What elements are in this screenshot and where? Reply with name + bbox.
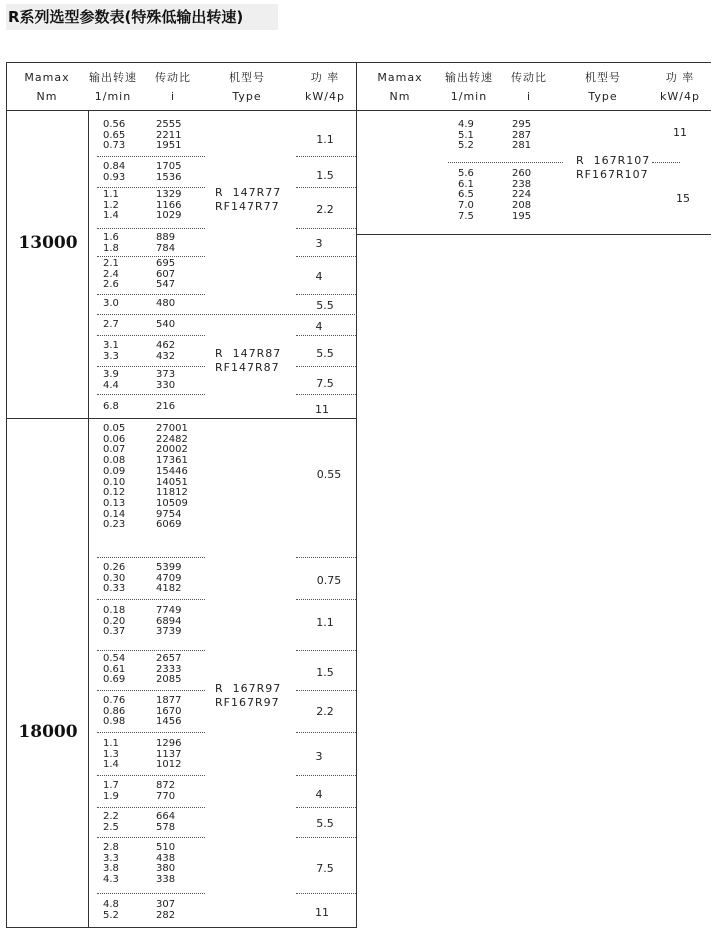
power-value: 15: [676, 192, 690, 205]
group-separator: [97, 732, 205, 733]
table-top-border: [6, 62, 711, 63]
power-value: 0.75: [316, 574, 342, 587]
ratio-values: 216: [156, 401, 176, 412]
power-separator: [296, 732, 356, 733]
power-separator: [296, 187, 356, 188]
power-separator: [296, 294, 356, 295]
header-type-label: 机型号: [229, 71, 265, 84]
power-value: 2.2: [316, 203, 334, 216]
power-separator: [296, 557, 356, 558]
power-separator: [296, 650, 356, 651]
page-title: R系列选型参数表(特殊低输出转速): [6, 4, 278, 30]
power-separator: [296, 837, 356, 838]
power-value: 11: [315, 906, 329, 919]
torque-13000-bottom-border: [6, 418, 356, 419]
header-torque-unit: Nm: [36, 90, 58, 103]
header-type: [210, 68, 284, 106]
power-value: 4: [315, 270, 323, 283]
ratio-values: 664 578: [156, 811, 176, 833]
header-ratio-unit-right: i: [526, 90, 532, 103]
right-table-bottom-border: [357, 234, 711, 235]
header-torque-unit-right: Nm: [389, 90, 411, 103]
group-separator: [97, 335, 205, 336]
torque-13000: 13000: [18, 233, 78, 253]
group-separator: [97, 599, 205, 600]
ratio-values: 889 784: [156, 232, 176, 254]
header-power: [294, 68, 356, 106]
group-separator: [97, 807, 205, 808]
group-separator: [97, 228, 205, 229]
header-speed-label-right: 输出转速: [445, 71, 493, 84]
group-separator: [97, 187, 205, 188]
header-type-unit: Type: [232, 90, 262, 103]
header-speed: [80, 68, 146, 106]
header-torque-label: Mamax: [24, 71, 70, 84]
power-separator: [296, 599, 356, 600]
speed-values: 4.8 5.2: [103, 899, 119, 921]
header-torque-label-right: Mamax: [377, 71, 423, 84]
power-separator: [296, 394, 356, 395]
power-value: 3: [315, 237, 323, 250]
header-speed-label: 输出转速: [89, 71, 137, 84]
speed-values: 0.26 0.30 0.33: [103, 562, 126, 595]
type-147R87: R 147R87 RF147R87: [215, 347, 282, 374]
power-separator: [296, 228, 356, 229]
header-ratio-unit: i: [170, 90, 176, 103]
ratio-values: 1705 1536: [156, 161, 182, 183]
power-value: 5.5: [316, 299, 334, 312]
ratio-values: 1329 1166 1029: [156, 189, 182, 222]
speed-values: 1.6 1.8: [103, 232, 119, 254]
group-separator: [97, 775, 205, 776]
power-value: 11: [315, 403, 329, 416]
header-ratio-right: [502, 68, 556, 106]
power-value: 1.5: [316, 169, 334, 182]
power-value: 1.1: [316, 616, 334, 629]
speed-values: 2.1 2.4 2.6: [103, 258, 119, 291]
ratio-values: 480: [156, 298, 176, 309]
group-separator: [97, 557, 205, 558]
type-167R107: R 167R107 RF167R107: [576, 154, 651, 181]
speed-values: 3.9 4.4: [103, 369, 119, 391]
group-separator: [97, 837, 205, 838]
group-separator: [97, 893, 205, 894]
header-type-unit-right: Type: [588, 90, 618, 103]
power-value: 3: [315, 750, 323, 763]
table-bottom-border: [6, 927, 356, 928]
ratio-values: 373 330: [156, 369, 176, 391]
header-power-unit: kW/4p: [305, 90, 345, 103]
power-value: 0.55: [316, 468, 342, 481]
header-torque: [6, 68, 88, 106]
ratio-values: 295 287 281: [512, 119, 532, 152]
speed-values: 3.1 3.3: [103, 340, 119, 362]
group-separator: [97, 256, 205, 257]
power-value: 4: [315, 320, 323, 333]
speed-values: 5.6 6.1 6.5 7.0 7.5: [458, 168, 474, 222]
power-value: 4: [315, 788, 323, 801]
header-ratio-label: 传动比: [155, 71, 191, 84]
ratio-values: 510 438 380 338: [156, 842, 176, 886]
power-value: 7.5: [316, 862, 334, 875]
speed-values: 0.54 0.61 0.69: [103, 653, 126, 686]
header-torque-right: [360, 68, 440, 106]
header-type-label-right: 机型号: [585, 71, 621, 84]
speed-values: 0.05 0.06 0.07 0.08 0.09 0.10 0.12 0.13 0.14 0.23: [103, 423, 126, 531]
speed-values: 6.8: [103, 401, 119, 412]
type-147R77: R 147R77 RF147R77: [215, 186, 282, 213]
table-left-border: [6, 62, 7, 928]
ratio-values: 462 432: [156, 340, 176, 362]
group-separator: [97, 394, 205, 395]
speed-values: 4.9 5.1 5.2: [458, 119, 474, 152]
ratio-values: 260 238 224 208 195: [512, 168, 532, 222]
speed-values: 2.2 2.5: [103, 811, 119, 833]
ratio-values: 2657 2333 2085: [156, 653, 182, 686]
type-group-separator: [97, 314, 357, 315]
power-value: 7.5: [316, 377, 334, 390]
power-value: 1.1: [316, 133, 334, 146]
header-ratio: [146, 68, 200, 106]
speed-values: 0.18 0.20 0.37: [103, 605, 126, 638]
speed-values: 3.0: [103, 298, 119, 309]
header-ratio-label-right: 传动比: [511, 71, 547, 84]
power-separator: [296, 775, 356, 776]
header-speed-unit: 1/min: [94, 90, 132, 103]
ratio-values: 2555 2211 1951: [156, 119, 182, 152]
ratio-values: 27001 22482 20002 17361 15446 14051 11812 10509 9754 6069: [156, 423, 188, 531]
type-leader: [652, 162, 680, 163]
header-speed-right: [436, 68, 502, 106]
power-separator: [296, 256, 356, 257]
speed-values: 0.56 0.65 0.73: [103, 119, 126, 152]
power-value: 11: [673, 126, 687, 139]
power-value: 5.5: [316, 817, 334, 830]
power-value: 5.5: [316, 347, 334, 360]
group-separator: [97, 650, 205, 651]
ratio-values: 1296 1137 1012: [156, 738, 182, 771]
power-separator: [296, 690, 356, 691]
ratio-values: 695 607 547: [156, 258, 176, 291]
ratio-values: 872 770: [156, 780, 176, 802]
speed-values: 0.84 0.93: [103, 161, 126, 183]
ratio-values: 540: [156, 319, 176, 330]
speed-values: 1.7 1.9: [103, 780, 119, 802]
header-power-label-right: 功 率: [665, 71, 695, 84]
power-value: 1.5: [316, 666, 334, 679]
power-separator: [296, 366, 356, 367]
header-power-unit-right: kW/4p: [660, 90, 700, 103]
group-separator: [97, 156, 205, 157]
left-right-divider: [356, 62, 357, 928]
header-power-label: 功 率: [310, 71, 340, 84]
ratio-values: 5399 4709 4182: [156, 562, 182, 595]
group-separator: [97, 690, 205, 691]
speed-values: 2.8 3.3 3.8 4.3: [103, 842, 119, 886]
header-type-right: [566, 68, 640, 106]
torque-18000: 18000: [18, 722, 78, 742]
type-167R97: R 167R97 RF167R97: [215, 682, 282, 709]
ratio-values: 307 282: [156, 899, 176, 921]
header-speed-unit-right: 1/min: [450, 90, 488, 103]
ratio-values: 7749 6894 3739: [156, 605, 182, 638]
group-separator: [448, 162, 563, 163]
speed-values: 0.76 0.86 0.98: [103, 695, 126, 728]
power-separator: [296, 335, 356, 336]
group-separator: [97, 294, 205, 295]
speed-values: 1.1 1.2 1.4: [103, 189, 119, 222]
group-separator: [97, 366, 205, 367]
power-value: 2.2: [316, 705, 334, 718]
ratio-values: 1877 1670 1456: [156, 695, 182, 728]
header-bottom-border: [6, 110, 711, 111]
speed-values: 2.7: [103, 319, 119, 330]
power-separator: [296, 893, 356, 894]
header-power-right: [650, 68, 710, 106]
speed-values: 1.1 1.3 1.4: [103, 738, 119, 771]
power-separator: [296, 156, 356, 157]
power-separator: [296, 807, 356, 808]
